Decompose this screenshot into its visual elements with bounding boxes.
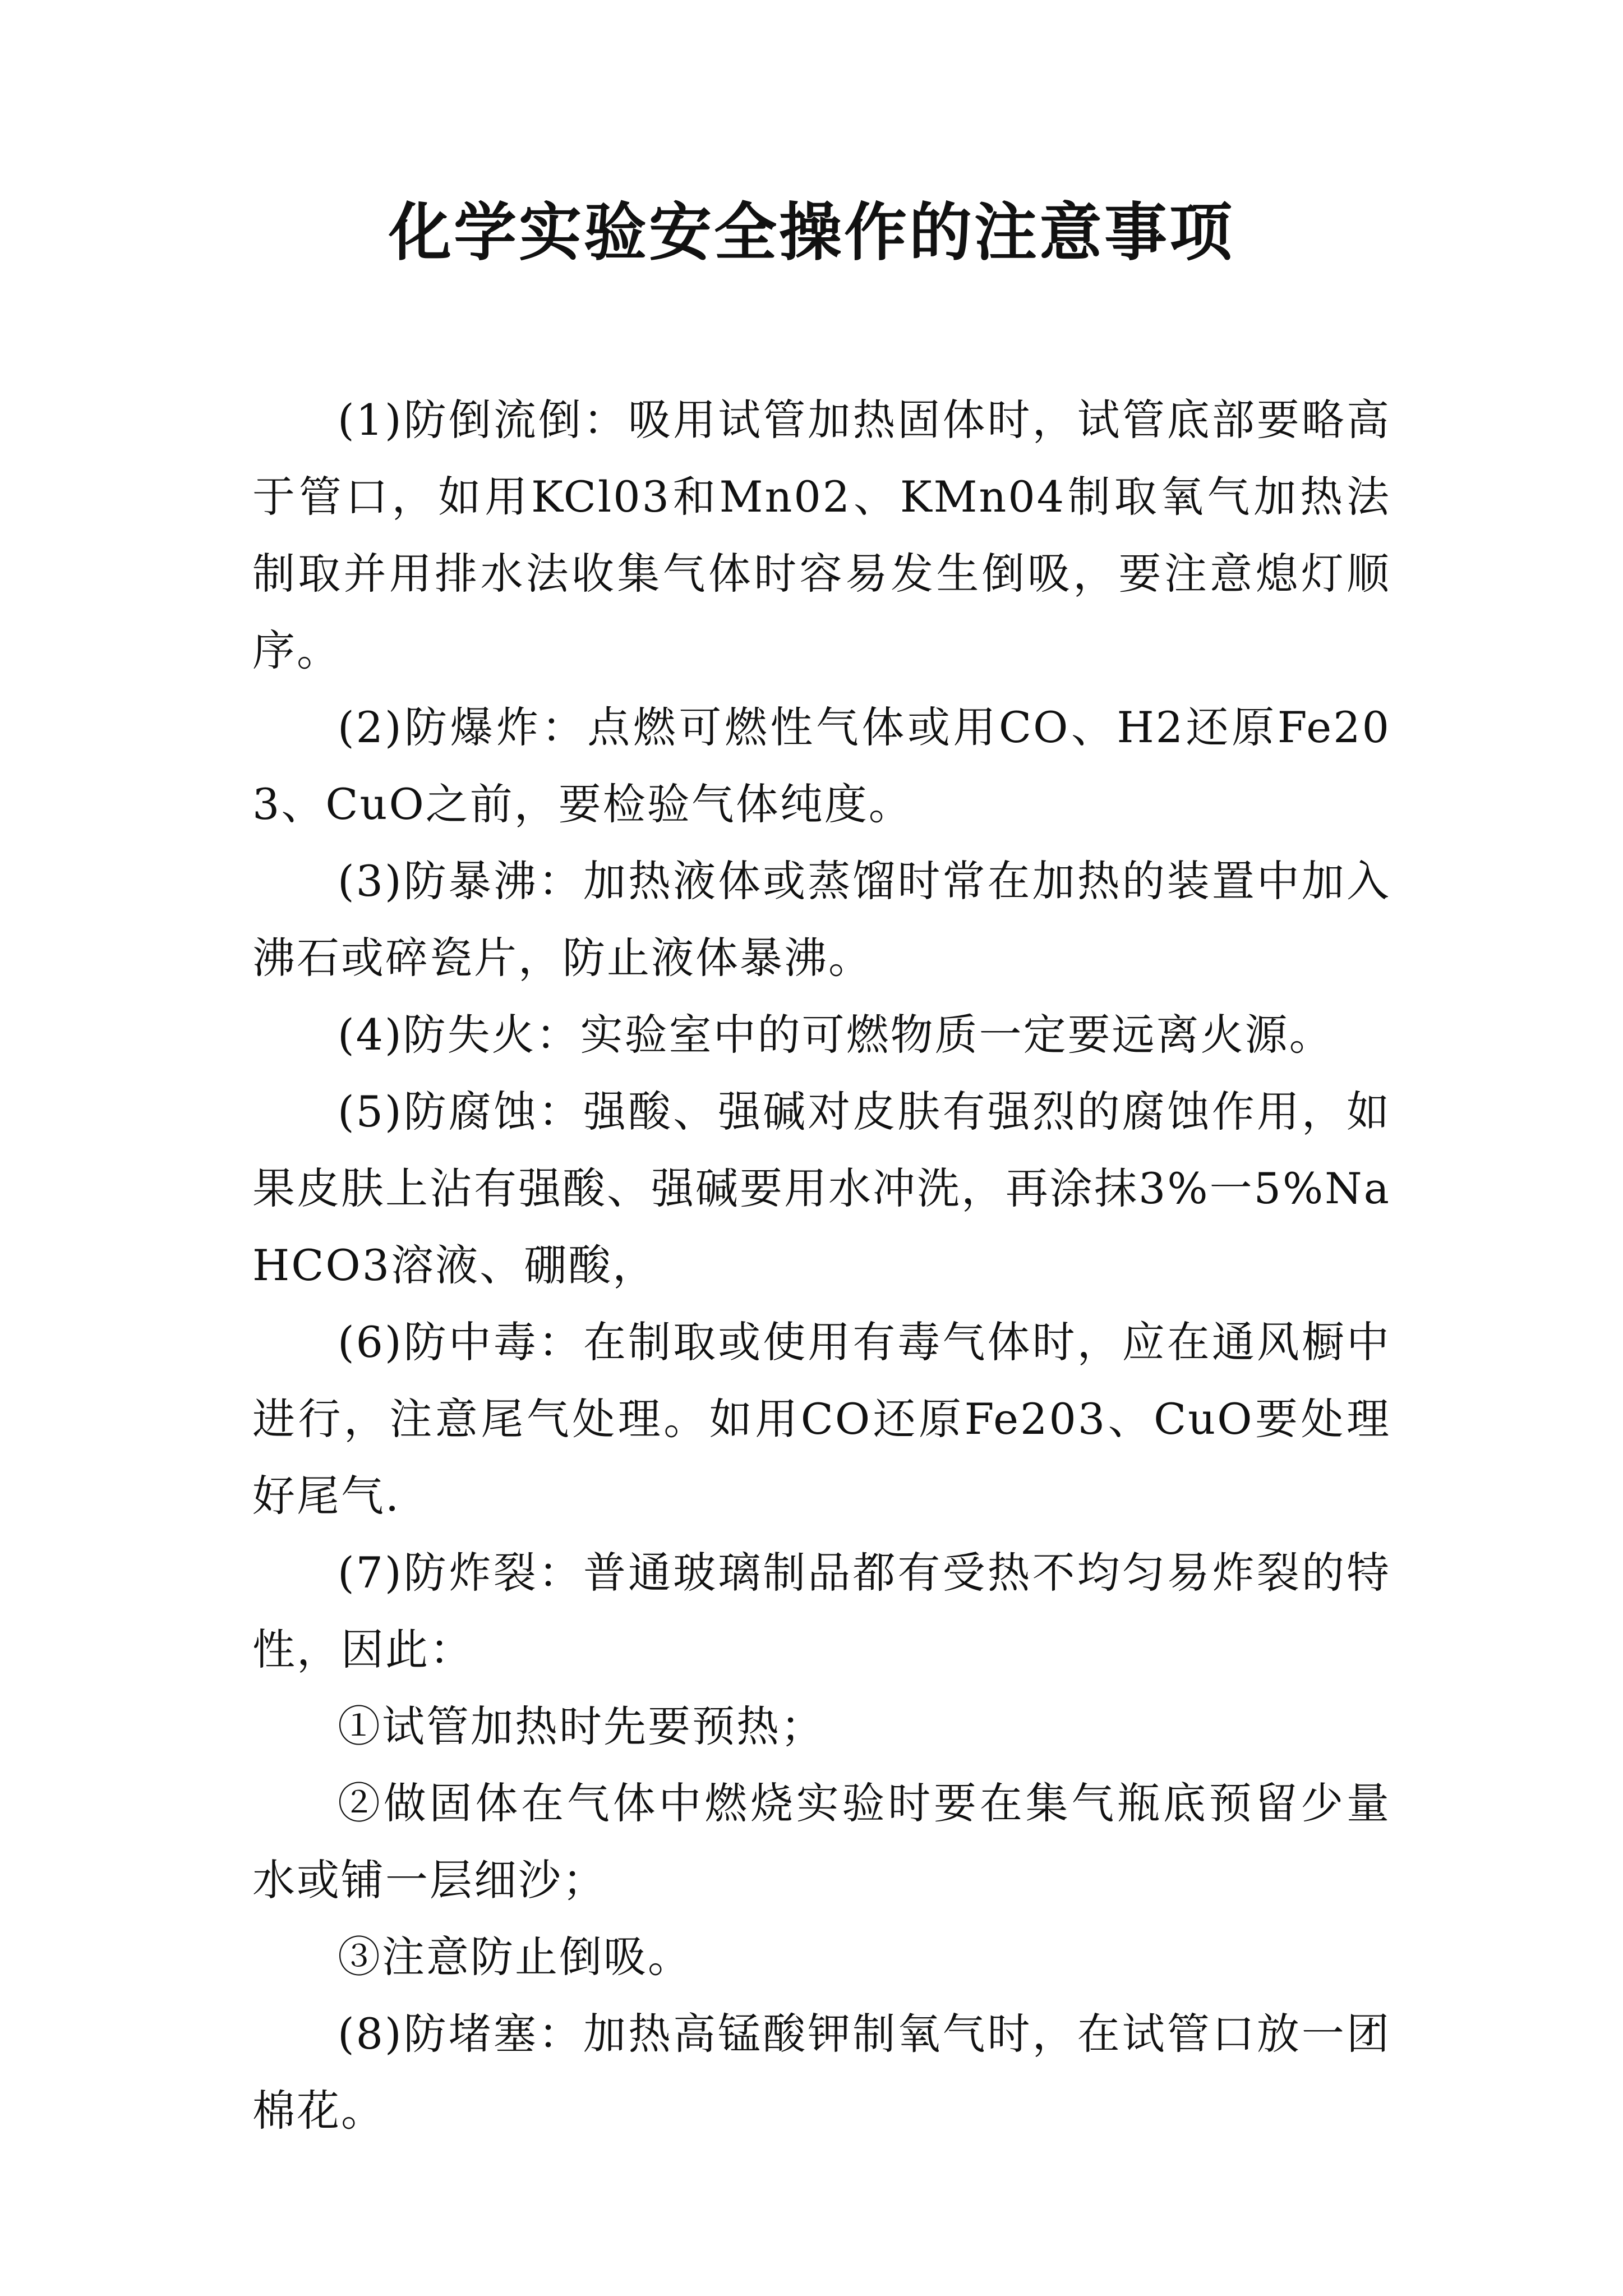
paragraph-cracking: (7)防炸裂：普通玻璃制品都有受热不均匀易炸裂的特性，因此：	[252, 1548, 1391, 1674]
list-item-preheat: ①试管加热时先要预热；	[338, 1701, 825, 1751]
paragraph-explosion: (2)防爆炸：点燃可燃性气体或用CO、H2还原Fe203、CuO之前，要检验气体纯度。	[252, 702, 1391, 829]
paragraph-bumping: (3)防暴沸：加热液体或蒸馏时常在加热的装置中加入沸石或碎瓷片，防止液体暴沸。	[252, 856, 1391, 983]
paragraph-backflow: (1)防倒流倒：吸用试管加热固体时，试管底部要略高于管口，如用KCl03和Mn02、KMn04制取氧气加热法制取并用排水法收集气体时容易发生倒吸，要注意熄灯顺序。	[252, 395, 1391, 675]
paragraph-clogging: (8)防堵塞：加热高锰酸钾制氧气时，在试管口放一团棉花。	[252, 2009, 1391, 2136]
document-body	[252, 381, 1391, 2149]
paragraph-poisoning: (6)防中毒：在制取或使用有毒气体时，应在通风橱中进行，注意尾气处理。如用CO还原Fe203、CuO要处理好尾气.	[252, 1317, 1391, 1521]
list-item-sand-layer: ②做固体在气体中燃烧实验时要在集气瓶底预留少量水或铺一层细沙；	[252, 1778, 1391, 1905]
list-item-prevent-backflow: ③注意防止倒吸。	[338, 1932, 692, 1982]
paragraph-corrosion: (5)防腐蚀：强酸、强碱对皮肤有强烈的腐蚀作用，如果皮肤上沾有强酸、强碱要用水冲洗，再涂抹3%一5%NaHCO3溶液、硼酸，	[252, 1087, 1391, 1290]
paragraph-fire: (4)防失火：实验室中的可燃物质一定要远离火源。	[338, 1010, 1334, 1060]
document-title: 化学实验安全操作的注意事项	[389, 196, 1234, 269]
